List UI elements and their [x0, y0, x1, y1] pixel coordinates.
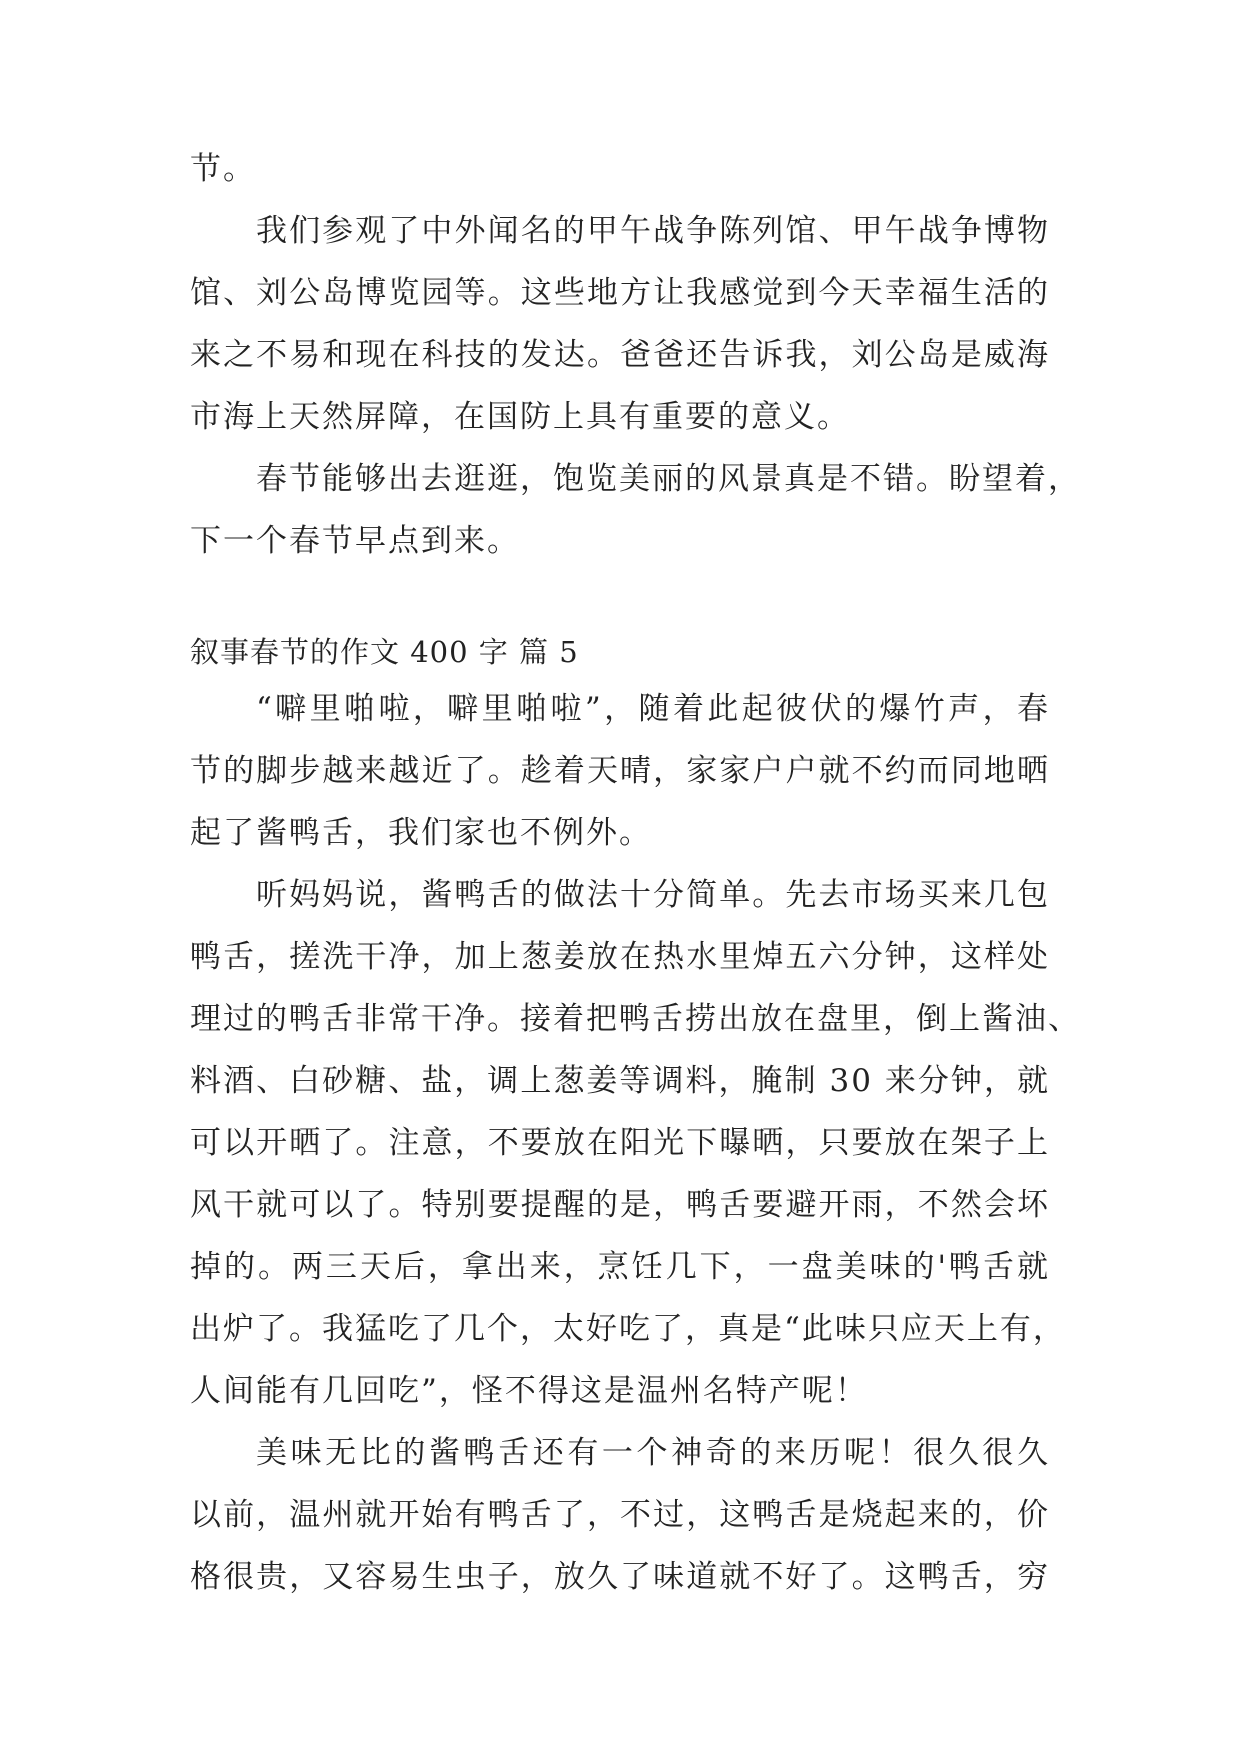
text-line: 出炉了。我猛吃了几个，太好吃了，真是“此味只应天上有，: [190, 1311, 1066, 1347]
text-line: 来之不易和现在科技的发达。爸爸还告诉我，刘公岛是威海: [190, 337, 1050, 373]
text-line: 风干就可以了。特别要提醒的是，鸭舌要避开雨，不然会坏: [190, 1187, 1050, 1223]
text-line: 料酒、白砂糖、盐，调上葱姜等调料，腌制 30 来分钟，就: [190, 1063, 1050, 1099]
section-2-text: [190, 678, 1081, 1608]
text-line: “噼里啪啦，噼里啪啦”，随着此起彼伏的爆竹声，春: [256, 691, 1050, 727]
text-line: 人间能有几回吃”，怪不得这是温州名特产呢！: [190, 1373, 868, 1409]
section-heading: 叙事春节的作文 400 字 篇 5: [190, 635, 579, 669]
text-line: 理过的鸭舌非常干净。接着把鸭舌捞出放在盘里，倒上酱油、: [190, 1001, 1081, 1037]
text-line: 我们参观了中外闻名的甲午战争陈列馆、甲午战争博物: [256, 213, 1050, 249]
text-line: 起了酱鸭舌，我们家也不例外。: [190, 815, 652, 851]
text-line: 节的脚步越来越近了。趁着天晴，家家户户就不约而同地晒: [190, 753, 1050, 789]
text-line: 掉的。两三天后，拿出来，烹饪几下，一盘美味的'鸭舌就: [190, 1249, 1050, 1285]
text-line: 美味无比的酱鸭舌还有一个神奇的来历呢！很久很久: [256, 1435, 1050, 1471]
text-line: 馆、刘公岛博览园等。这些地方让我感觉到今天幸福生活的: [190, 275, 1050, 311]
text-line: 春节能够出去逛逛，饱览美丽的风景真是不错。盼望着，: [256, 461, 1081, 497]
text-line: 节。: [190, 151, 256, 187]
text-line: 下一个春节早点到来。: [190, 523, 520, 559]
text-line: 格很贵，又容易生虫子，放久了味道就不好了。这鸭舌，穷: [190, 1559, 1050, 1595]
text-line: 鸭舌，搓洗干净，加上葱姜放在热水里焯五六分钟，这样处: [190, 939, 1050, 975]
text-line: 可以开晒了。注意，不要放在阳光下曝晒，只要放在架子上: [190, 1125, 1050, 1161]
text-line: 市海上天然屏障，在国防上具有重要的意义。: [190, 399, 850, 435]
text-line: 听妈妈说，酱鸭舌的做法十分简单。先去市场买来几包: [256, 877, 1050, 913]
section-1-text: [190, 138, 1081, 572]
text-line: 以前，温州就开始有鸭舌了，不过，这鸭舌是烧起来的，价: [190, 1497, 1050, 1533]
